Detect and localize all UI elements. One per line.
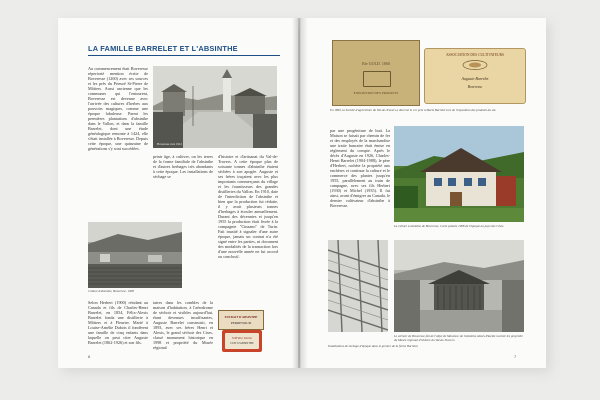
left-page: [58, 18, 298, 368]
prize-ticket-1: [332, 40, 420, 106]
text-column-1-bottom: Selon Herbert (1900) résidant au Canada et fils de Charles-Henri Barrelet, en 1854, Félix-Alexis Barrelet fonda une distillerie à Môtiers et à Fleurier. Marié à Louise-Amélie Dubois il fondèrent une famille de cinq enfants dans laquelle on peut citer Auguste Barrelet (1862-1926) et son fils.: [88, 300, 148, 345]
absinthe-field-photo: [88, 222, 182, 288]
drying-loft-photo: [328, 240, 388, 332]
village-street-photo: [153, 66, 277, 148]
ticket-1-line-2: EXPOSITION DES PRODUITS: [353, 91, 399, 95]
absinthe-label-2: [222, 330, 262, 352]
label-1-line-2: PERRENOUD: [230, 321, 252, 325]
barn-caption: Le séchoir de Boveresse fait de l'objet de Monsieur de l'absinthe Alexis-Placide racheté les propriété du Musée régional d'histoire du Val-de-Travers.: [394, 334, 523, 342]
label-2-line-2: CUIT D'ABSINTHE: [230, 342, 254, 345]
loft-caption: Installations de séchage d'époque dans le grenier de la ferme Barrelet.: [328, 344, 419, 348]
text-column-1-top: Au commencement était Boveresse répertorié mention écrite de Boveresse (1260) avec ses sources et les près du Prieuré St-Pierre de Môtiers. Aussi ancienne que les communes qui l'entourent, Boveresse est devenue avec l'arrivée des cultures d'herbes aux pouvoirs magiques, comme une époque fabuleuse. Parmi les premières plantations d'absinthe dans le Vallon, et dans la famille Barrelet, dont une étude généalogique remonte à 1424, elle s'était installée à Boveresse. Depuis cette époque, une quinzaine de générations s'y sont succédées.: [88, 66, 148, 151]
page-title: LA FAMILLE BARRELET ET L'ABSINTHE: [88, 44, 238, 53]
ticket-2-line-3: Boveresse: [467, 85, 483, 89]
photo-caption-2: Culture d'absinthe, Boveresse, 1908: [88, 289, 134, 293]
right-page: [300, 18, 546, 368]
ticket-2-emblem: [461, 59, 489, 71]
ticket-2-line-1: ASSOCIATION DES CULTIVATEURS: [445, 53, 505, 57]
drying-barn-photo: [394, 240, 524, 332]
page-number-right: 7: [514, 354, 517, 359]
farm-photo: [394, 126, 524, 222]
farm-caption: La culture à absinthe de Boveresse, Carte postale 1908 de l'époque au pays des Cises.: [394, 224, 505, 228]
label-2-inner: [225, 333, 259, 349]
absinthe-label-1: [218, 310, 264, 330]
label-1-line-1: EXTRAIT D'ABSINTHE: [224, 315, 258, 319]
text-column-2-bottom: taires dans les combles de la maison d'habitation, à l'aérodrome de séchoir et visibles aujourd'hui, étant devenues insuffisantes, Auguste Barrelet construisit, en 1893, avec ses frères Henri et Alexis, le grand séchoir des Cises, classé monument historique en 1998 et propriété du Musée régional: [153, 300, 213, 350]
prize-ticket-2: [424, 48, 526, 104]
text-column-3: d'histoire et d'artisanat du Val-de-Travers. A cette époque plus de soixante tonnes d'absinthe étaient séchées à son apogée. Auguste et ses frères traçaient avec les plus importants commerçants du village et les fournisseurs des grandes distilleries du Vallon. En 1910, date de l'interdiction de l'absinthe et bien que la production fut réduite, il y avait plusieurs tonnes d'herbages à écouler annuellement. Durant des décennies et jusqu'en 1955 la production était livrée à la compagnie "Cinzano" de Turin. Fait inusité à signaler d'une autre époque, jamais un contrat n'a été signé entre les parties, ni document des modalités de la transaction lors d'une nouvelle année ne fut accord ou conclusif.: [218, 154, 278, 259]
title-rule: [88, 55, 280, 56]
ticket-1-emblem: [363, 71, 391, 87]
photo-caption-1: Boveresse vers 1912: [157, 142, 182, 146]
ticket-1-line-1: Rie GOLD. 1860: [362, 61, 390, 66]
text-column-right: par une progéniture de huit. La Maison se faisait par chemin de fer et des employés de la marchandise une traite bancaire était émise en règlement du compte. Après le décès d'Auguste en 1926, Charles-Henri Barrelet (1904-1988), le père d'Herbert, rachète la propriété aux enchères et continue la culture et le commerce des plantes jusqu'en 1955, parallèlement au train de campagne, avec ses fils Herbert (1930) et Michel (1935). Il fut ainsi, avant d'émigrer au Canada, le dernier cultivateur d'absinthe à Boveresse.: [330, 128, 390, 208]
text-column-2-top: prinir âge, à cultiver, on les terres de la forme familiale de l'absinthe et d'autres herbages très abondants à cette époque. Les installations de séchage se: [153, 154, 213, 179]
page-number-left: 6: [88, 354, 91, 359]
tickets-caption: En 1890, la Société d'agriculture du Val-de-Travers a décerné le 1er prix à Marie Barrelet lors de l'exposition des produits du sol.: [330, 108, 497, 112]
ticket-2-line-2: Auguste Barrelet: [461, 76, 489, 81]
label-2-line-1: S'Prière Doria: [232, 336, 252, 340]
